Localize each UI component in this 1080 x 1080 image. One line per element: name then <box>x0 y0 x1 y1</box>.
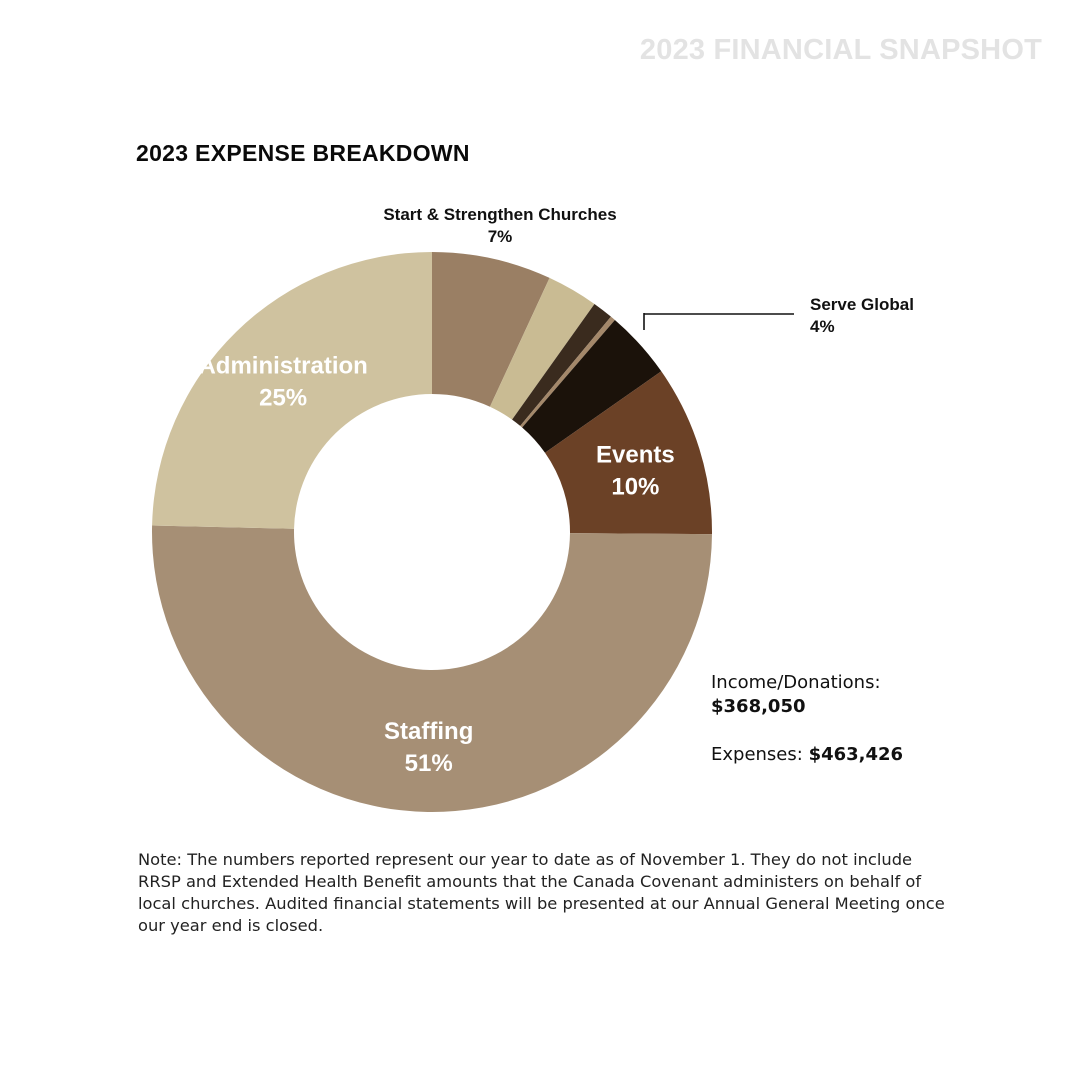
slice-label-administration: Administration <box>198 352 368 380</box>
slice-label-staffing: Staffing <box>384 717 474 745</box>
start-strengthen-percent: 7% <box>487 227 513 246</box>
chart-title: 2023 EXPENSE BREAKDOWN <box>136 140 470 166</box>
expenses-line <box>711 743 903 767</box>
serve-global-percent: 4% <box>810 317 835 336</box>
financial-totals <box>711 671 903 767</box>
slice-percent-staffing: 51% <box>404 749 453 777</box>
slice-percent-events: 10% <box>611 473 660 501</box>
expenses-label: Expenses: <box>711 744 803 765</box>
income-value: $368,050 <box>711 696 806 717</box>
serve-global-label <box>810 294 914 338</box>
slice-label-events: Events <box>596 441 675 469</box>
footnote: Note: The numbers reported represent our year to date as of November 1. They do not include RRSP and Extended Health Benefit amounts that the Canada Covenant administers on behalf of local churches. Audited financial statements will be presented at our Annual General Meeting once our year end is closed. <box>138 850 945 935</box>
snapshot-title: 2023 FINANCIAL SNAPSHOT <box>639 34 1042 66</box>
serve-global-name: Serve Global <box>810 295 914 314</box>
expenses-value: $463,426 <box>808 744 904 765</box>
income-label: Income/Donations: <box>711 672 881 693</box>
start-strengthen-name: Start & Strengthen Churches <box>383 205 617 224</box>
start-strengthen-label <box>360 204 640 248</box>
slice-percent-administration: 25% <box>259 384 308 412</box>
